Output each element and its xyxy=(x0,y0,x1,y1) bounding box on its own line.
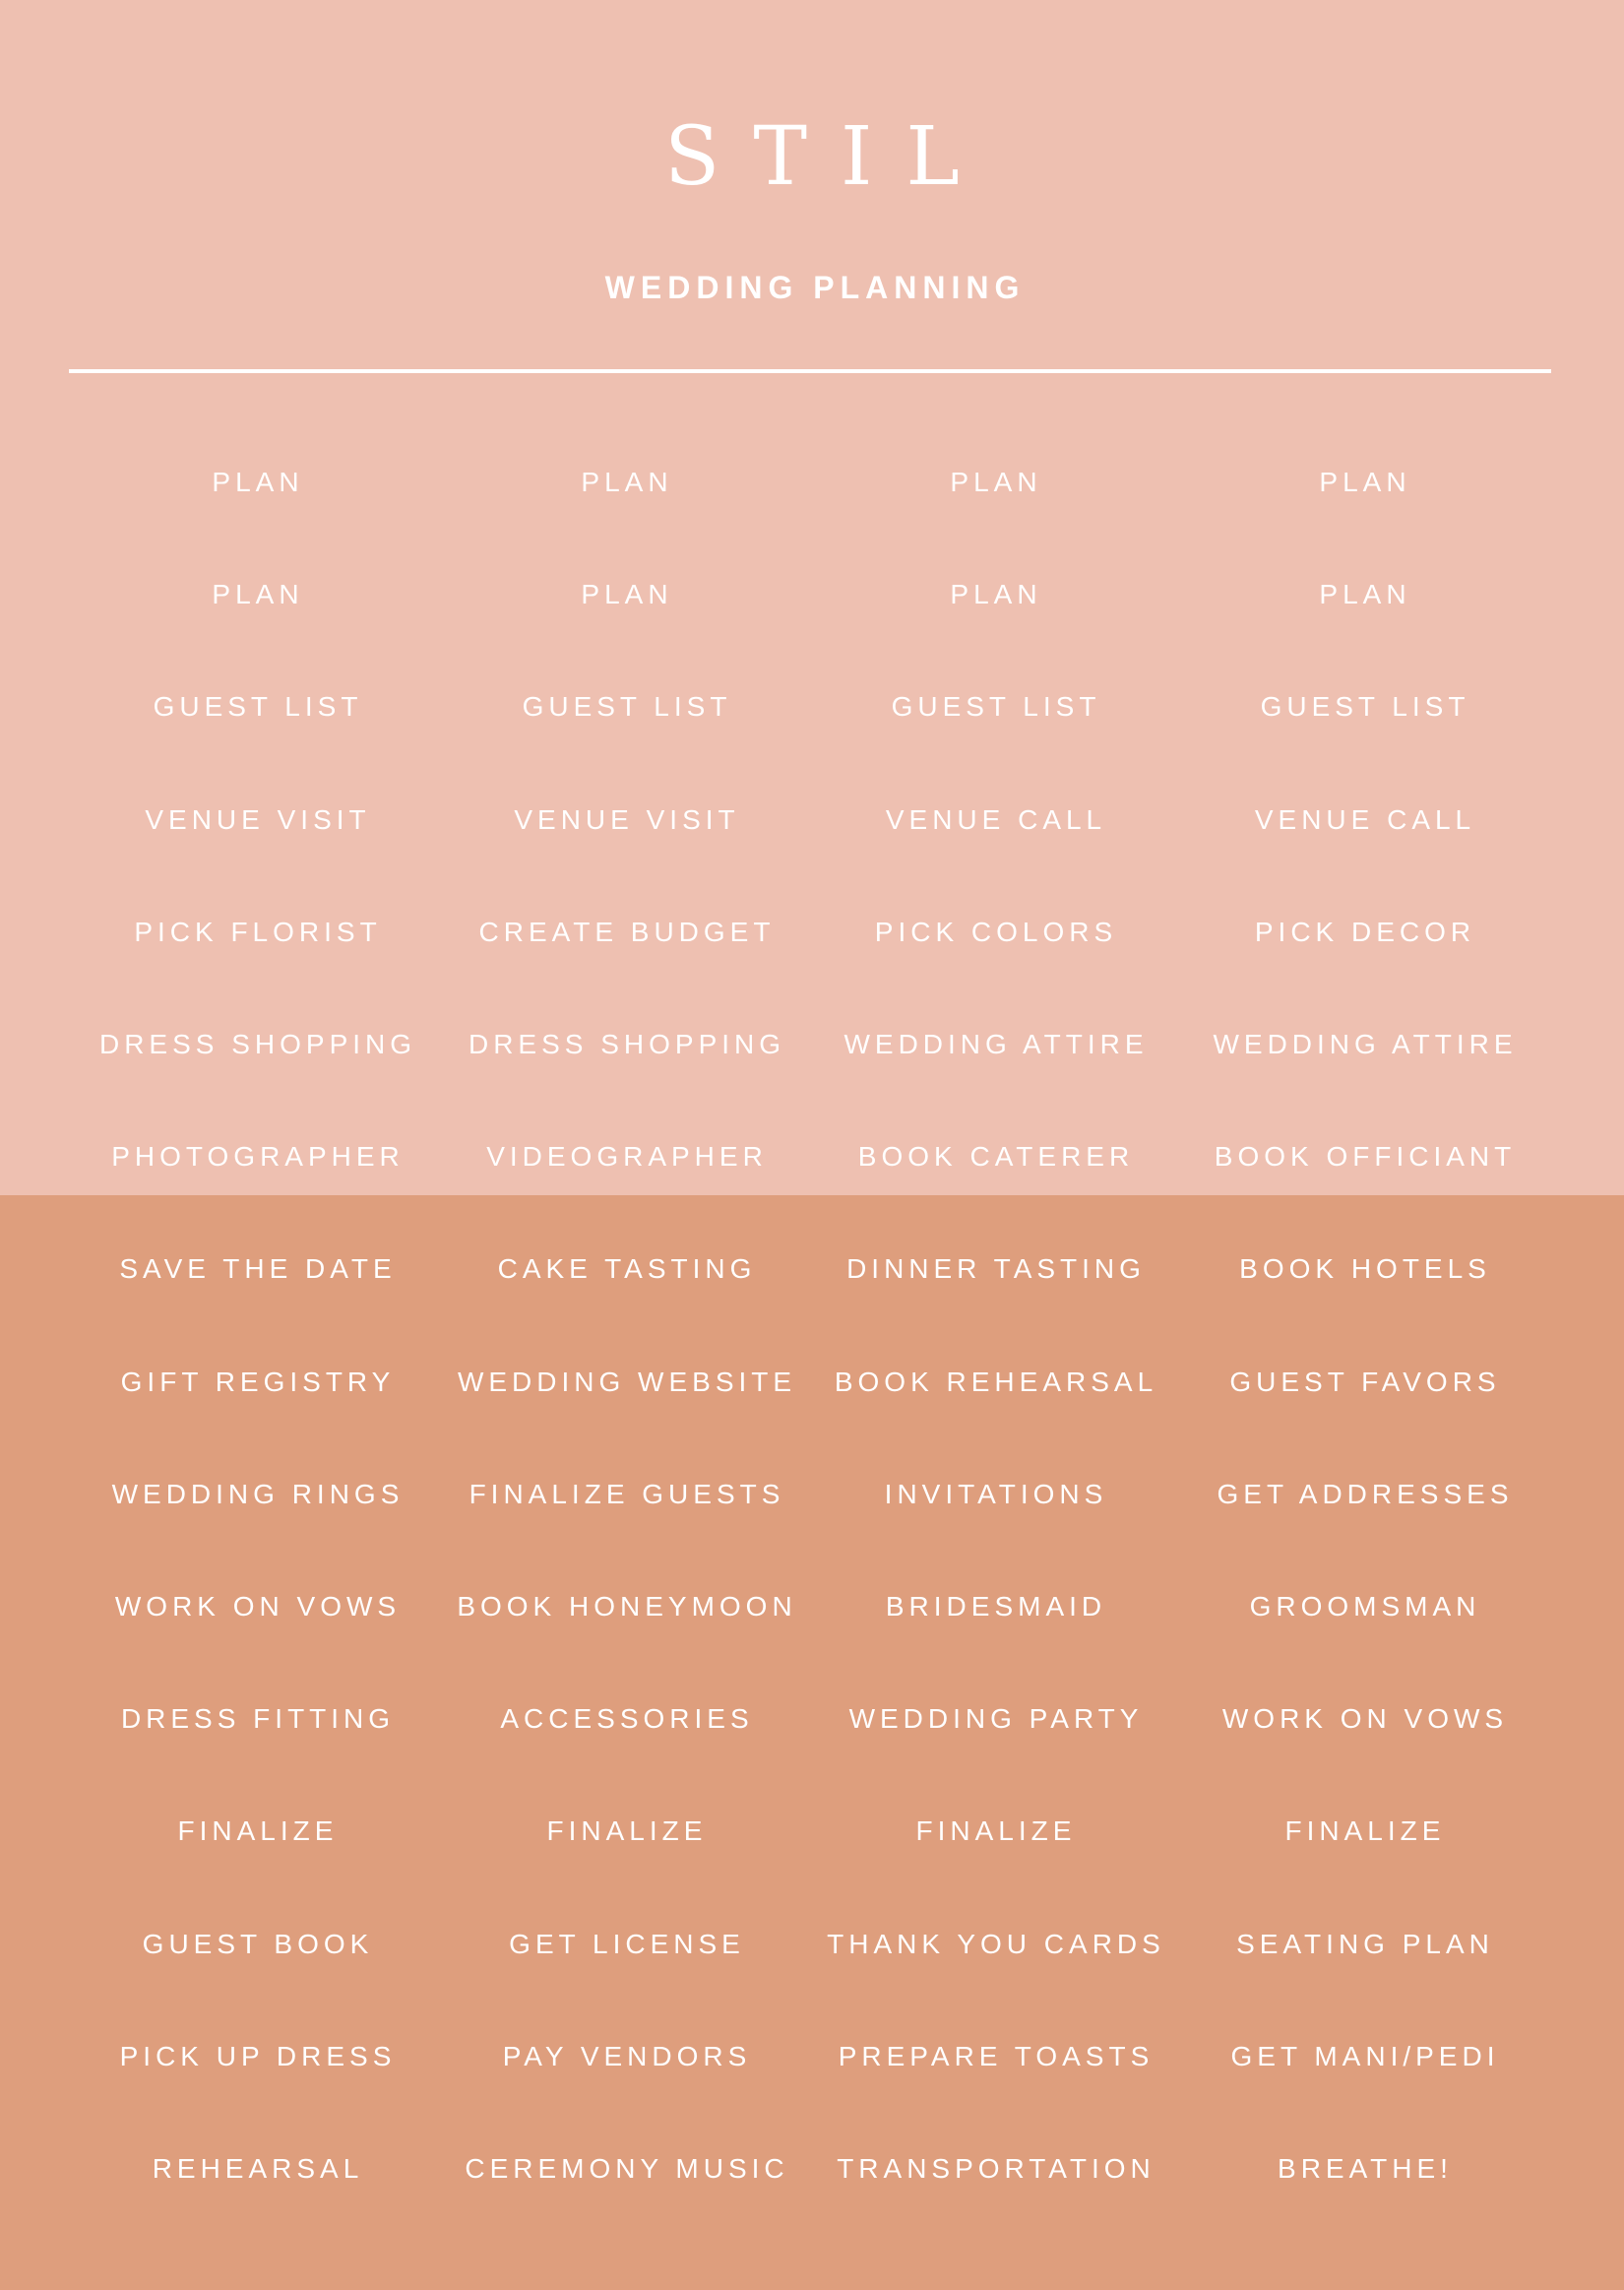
task-row xyxy=(0,1812,1624,1851)
task-sticker: PLAN xyxy=(1319,467,1411,497)
task-row xyxy=(0,1699,1624,1739)
task-sticker: PICK DECOR xyxy=(1254,917,1476,947)
task-sticker: PLAN xyxy=(212,579,304,609)
task-sticker: PAY VENDORS xyxy=(502,2041,752,2071)
task-sticker: WORK ON VOWS xyxy=(114,1591,402,1622)
task-sticker: CAKE TASTING xyxy=(497,1253,757,1284)
task-row xyxy=(0,1137,1624,1177)
task-row xyxy=(0,463,1624,502)
task-sticker: FINALIZE xyxy=(177,1815,339,1846)
task-sticker: CEREMONY MUSIC xyxy=(465,2153,789,2184)
task-row xyxy=(0,575,1624,614)
task-sticker: GUEST BOOK xyxy=(142,1929,374,1959)
task-sticker: WEDDING ATTIRE xyxy=(1213,1029,1518,1059)
task-sticker: THANK YOU CARDS xyxy=(827,1929,1165,1959)
task-sticker: GUEST LIST xyxy=(153,691,363,722)
task-row xyxy=(0,1363,1624,1402)
task-row xyxy=(0,687,1624,727)
task-sticker: INVITATIONS xyxy=(884,1479,1108,1509)
task-row xyxy=(0,1587,1624,1626)
task-sticker: WEDDING PARTY xyxy=(848,1703,1144,1734)
task-sticker: PLAN xyxy=(212,467,304,497)
page-title: WEDDING PLANNING xyxy=(604,270,1026,305)
task-sticker: ACCESSORIES xyxy=(500,1703,754,1734)
task-row xyxy=(0,1475,1624,1514)
header-divider xyxy=(69,369,1551,373)
task-sticker: PLAN xyxy=(950,579,1042,609)
task-sticker: PHOTOGRAPHER xyxy=(111,1141,405,1172)
task-sticker: PICK UP DRESS xyxy=(119,2041,397,2071)
task-sticker: BRIDESMAID xyxy=(885,1591,1107,1622)
task-sticker: DRESS FITTING xyxy=(120,1703,396,1734)
brand-logo: STIL xyxy=(664,110,993,204)
task-sticker: DRESS SHOPPING xyxy=(468,1029,786,1059)
task-sticker: VENUE VISIT xyxy=(514,804,740,835)
task-sticker: BOOK REHEARSAL xyxy=(834,1367,1158,1397)
bottom-background xyxy=(0,1195,1624,2290)
task-sticker: GET ADDRESSES xyxy=(1217,1479,1514,1509)
task-row xyxy=(0,800,1624,840)
task-sticker: SAVE THE DATE xyxy=(119,1253,397,1284)
task-row xyxy=(0,2037,1624,2076)
task-sticker: VENUE CALL xyxy=(1254,804,1476,835)
task-sticker: BOOK HONEYMOON xyxy=(457,1591,797,1622)
task-sticker: DINNER TASTING xyxy=(846,1253,1146,1284)
task-sticker: PREPARE TOASTS xyxy=(838,2041,1155,2071)
task-sticker: BOOK OFFICIANT xyxy=(1214,1141,1517,1172)
task-sticker: BOOK HOTELS xyxy=(1239,1253,1491,1284)
task-sticker: GET MANI/PEDI xyxy=(1230,2041,1500,2071)
task-sticker: GUEST LIST xyxy=(1260,691,1470,722)
task-sticker: BREATHE! xyxy=(1278,2153,1453,2184)
task-sticker: CREATE BUDGET xyxy=(478,917,776,947)
task-sticker: GUEST LIST xyxy=(891,691,1101,722)
task-sticker: GET LICENSE xyxy=(509,1929,745,1959)
task-sticker: WORK ON VOWS xyxy=(1221,1703,1509,1734)
task-sticker: PLAN xyxy=(1319,579,1411,609)
task-sticker: PLAN xyxy=(581,579,673,609)
task-sticker: WEDDING ATTIRE xyxy=(843,1029,1149,1059)
task-sticker: FINALIZE xyxy=(546,1815,708,1846)
task-sticker: PLAN xyxy=(950,467,1042,497)
task-sticker: BOOK CATERER xyxy=(857,1141,1135,1172)
task-sticker: PICK COLORS xyxy=(874,917,1118,947)
task-row xyxy=(0,1249,1624,1289)
task-sticker: SEATING PLAN xyxy=(1236,1929,1494,1959)
task-sticker: FINALIZE GUESTS xyxy=(468,1479,785,1509)
task-sticker: REHEARSAL xyxy=(152,2153,364,2184)
task-sticker: FINALIZE xyxy=(915,1815,1077,1846)
task-sticker: PICK FLORIST xyxy=(134,917,382,947)
task-sticker: VIDEOGRAPHER xyxy=(486,1141,768,1172)
task-row xyxy=(0,913,1624,952)
task-sticker: GUEST LIST xyxy=(522,691,732,722)
task-sticker: TRANSPORTATION xyxy=(837,2153,1156,2184)
task-row xyxy=(0,2149,1624,2189)
task-sticker: DRESS SHOPPING xyxy=(98,1029,417,1059)
task-sticker: GIFT REGISTRY xyxy=(120,1367,396,1397)
task-sticker: VENUE VISIT xyxy=(145,804,371,835)
task-sticker: PLAN xyxy=(581,467,673,497)
task-sticker: FINALIZE xyxy=(1284,1815,1446,1846)
task-sticker: WEDDING RINGS xyxy=(111,1479,405,1509)
task-row xyxy=(0,1025,1624,1064)
task-row xyxy=(0,1925,1624,1964)
task-sticker: VENUE CALL xyxy=(885,804,1107,835)
task-sticker: GROOMSMAN xyxy=(1249,1591,1481,1622)
task-sticker: GUEST FAVORS xyxy=(1229,1367,1501,1397)
task-sticker: WEDDING WEBSITE xyxy=(457,1367,797,1397)
